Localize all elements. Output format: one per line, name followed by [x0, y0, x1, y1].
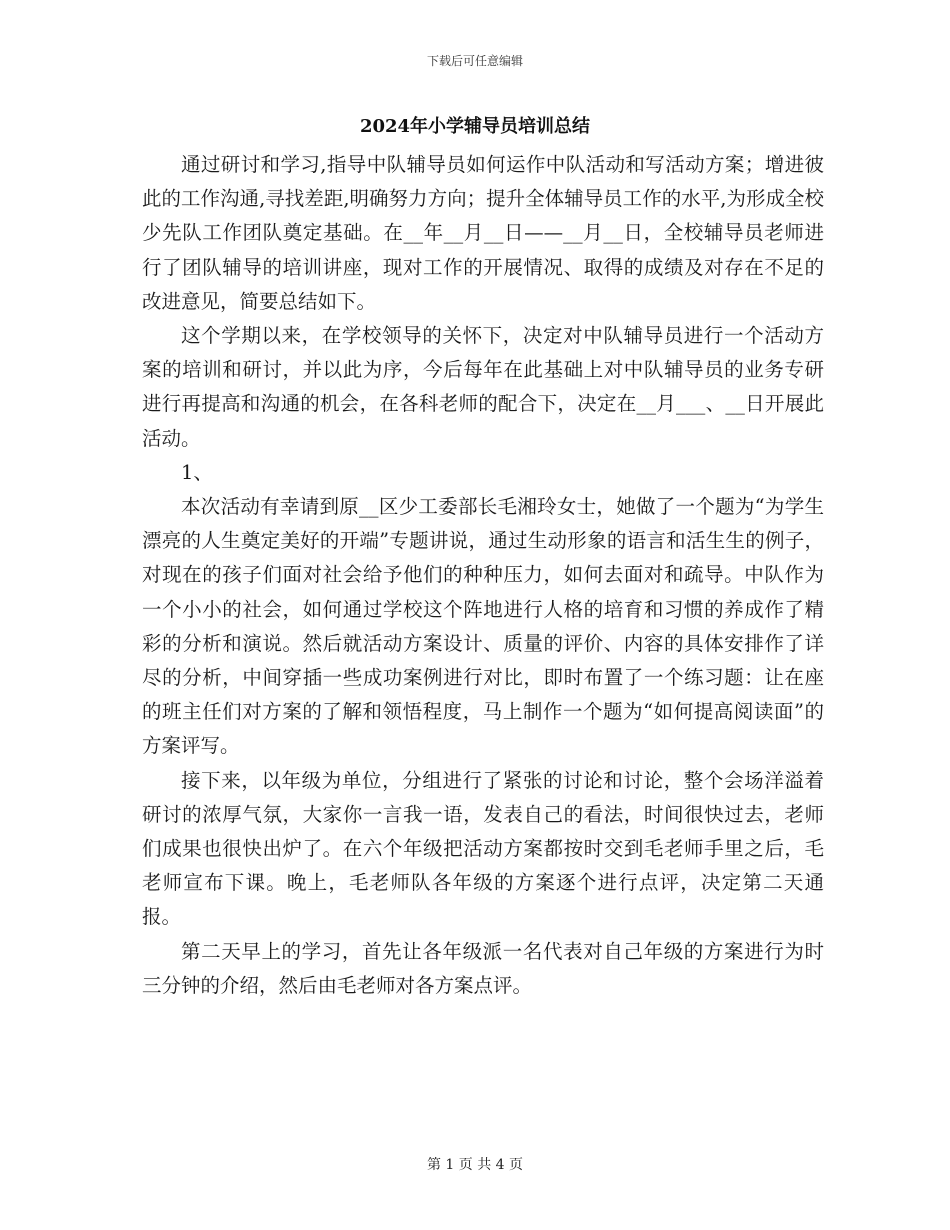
- paragraph-intro: 通过研讨和学习,指导中队辅导员如何运作中队活动和写活动方案；增进彼此的工作沟通,寻找差距,明确努力方向；提升全体辅导员工作的水平,为形成全校少先队工作团队奠定基础。在__年__月__日——__月__日，全校辅导员老师进行了团队辅导的培训讲座，现对工作的开展情况、取得的成绩及对存在不足的改进意见，简要总结如下。: [142, 153, 824, 313]
- paragraph-section-number: 1、: [181, 460, 213, 484]
- document-title: 2024年小学辅导员培训总结: [359, 116, 591, 137]
- header-note: 下载后可任意编辑: [426, 54, 523, 68]
- document-body: [142, 148, 824, 1003]
- paragraph-second-day: 第二天早上的学习，首先让各年级派一名代表对自己年级的方案进行为时三分钟的介绍，然后由毛老师对各方案点评。: [142, 939, 824, 997]
- page-number: 第 1 页 共 4 页: [426, 1157, 524, 1173]
- paragraph-group-discussion: 接下来，以年级为单位，分组进行了紧张的讨论和讨论，整个会场洋溢着研讨的浓厚气氛，大家你一言我一语，发表自己的看法，时间很快过去，老师们成果也很快出炉了。在六个年级把活动方案都按时交到毛老师手里之后，毛老师宣布下课。晚上，毛老师队各年级的方案逐个进行点评，决定第二天通报。: [142, 768, 824, 929]
- paragraph-lecture: 本次活动有幸请到原__区少工委部长毛湘玲女士，她做了一个题为“为学生漂亮的人生奠定美好的开端”专题讲说，通过生动形象的语言和活生生的例子，对现在的孩子们面对社会给予他们的种种压力，如何去面对和疏导。中队作为一个小小的社会，如何通过学校这个阵地进行人格的培育和习惯的养成作了精彩的分析和演说。然后就活动方案设计、质量的评价、内容的具体安排作了详尽的分析，中间穿插一些成功案例进行对比，即时布置了一个练习题：让在座的班主任们对方案的了解和领悟程度，马上制作一个题为“如何提高阅读面”的方案评写。: [142, 495, 824, 758]
- paragraph-background: 这个学期以来，在学校领导的关怀下，决定对中队辅导员进行一个活动方案的培训和研讨，并以此为序，今后每年在此基础上对中队辅导员的业务专研进行再提高和沟通的机会，在各科老师的配合下，决定在__月___、__日开展此活动。: [142, 324, 824, 450]
